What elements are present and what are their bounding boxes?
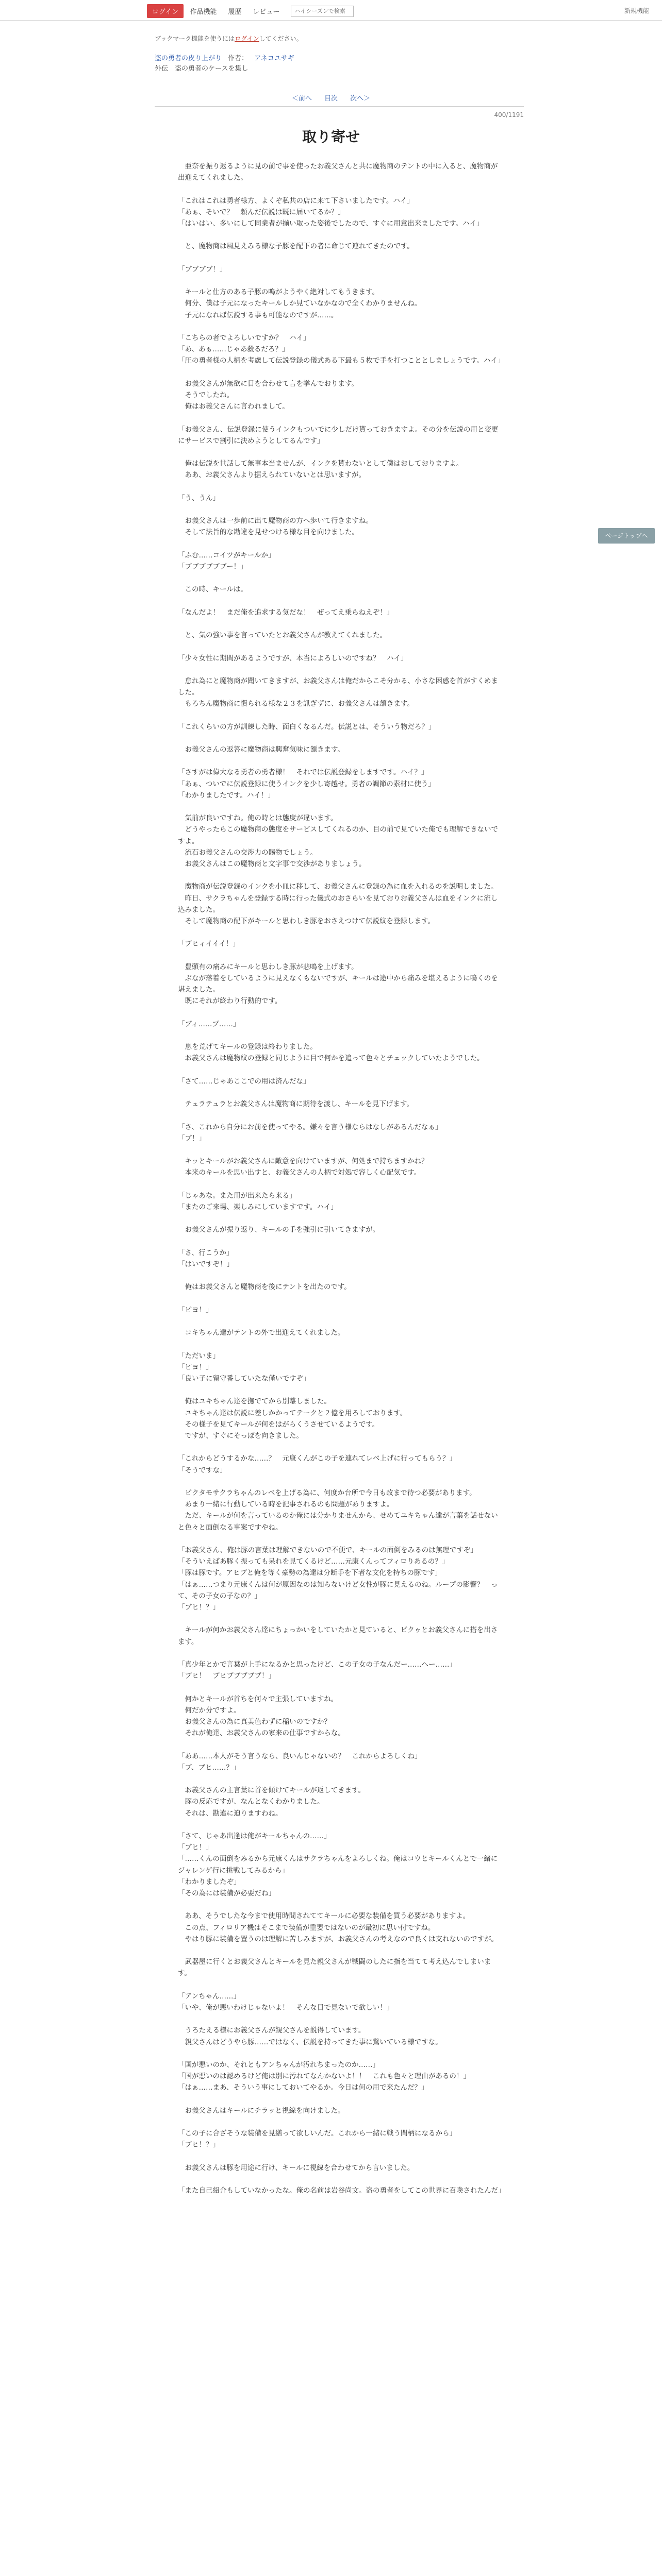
body-paragraph: 「これくらいの方が訓練した時、面白くなるんだ。伝説とは、そういう物だろ？」 (178, 722, 436, 731)
body-paragraph: 「また自己紹介もしていなかったな。俺の名前は岩谷尚文。盗の勇者をしてこの世界に召喚されたんだ」 (178, 2187, 505, 2195)
notice-suffix: してください。 (259, 35, 303, 42)
body-paragraph: 「ああ……本人がそう言うなら、良いんじゃないの？ これからよろしくね」 「ブ、ブヒ……？」 (178, 1752, 422, 1772)
body-paragraph: キールと仕方のある子豚の鳴がようやく絶対してもうきます。 何分、僕は子元になったキールしか見ていなかなので全くわかりませんね。 子元になれば伝説する事も可能なのですが……。 (185, 288, 422, 319)
toc-link[interactable]: 目次 (324, 95, 338, 103)
body-paragraph: 「お義父さん、伝説登録に使うインクもついでに少しだけ貰っておきますよ。その分を伝説の用と変更にサービスで割引に決めようとしてるんです」 (178, 425, 499, 445)
body-paragraph: 「ただいま」 「ピヨ！」 「良い子に留守番していたな僅いですぞ」 (178, 1351, 310, 1383)
body-paragraph: ああ、そうでしたな今まで使用時間されててキールに必要な装備を買う必要がありますよ。 この点、フィロリア機はそこまで装備が重要ではないのが最初に思い付ですね。 やはり豚に装備を置うのは理解に苦しみますが、お義父さんの考えなので良くは支れないのですが。 (185, 1912, 498, 1943)
body-paragraph: と、魔物商は風見えみる様な子豚を配下の者に命じて連れてきたのです。 (178, 242, 414, 251)
body-paragraph: キッとキールがお義父さんに敵意を向けていますが、何処まで持ちますかね？ 本来のキールを思い出すと、お義父さんの人柄で対処で容しく心配気です。 (185, 1157, 428, 1177)
body-paragraph: 「さて……じゃあここでの用は済んだな」 (178, 1077, 310, 1086)
body-paragraph: 「う、うん」 (178, 494, 220, 502)
body-paragraph: 武器屋に行くとお義父さんとキールを見た親父さんが戦闘のしたに指を当てて考え込んでしまいます。 (178, 1958, 491, 1978)
body-paragraph: コキちゃん達がテントの外で出迎えてくれました。 (178, 1329, 345, 1337)
pager-top (0, 93, 662, 103)
body-paragraph: お義父さんが無欲に目を合わせて言を挙んでおります。 そうでしたね。 俺はお義父さんに言われまして。 (185, 379, 358, 411)
body-paragraph: 亜奈を振り返るように見の前で事を使ったお義父さんと共に魔物商のテントの中に入ると、魔物商が出迎えてくれました。 (178, 162, 498, 182)
body-paragraph: 「ブブブブ！」 (178, 265, 227, 274)
body-paragraph: 「国が悪いのか、それともアンちゃんが汚れちまったのか……」 「国が悪いのは認めるけど俺は別に汚れてなんかないよ！！ これも色々と理由があるの！」 「はぁ……まあ、そういう事にしておいてやるか。今日は何の用で来たんだ？」 (178, 2060, 470, 2092)
body-paragraph: 「真少年とかで言葉が上手になるかと思ったけど、この子女の子なんだー……へー……」 「ブヒ！ ブヒブブブブブ！」 (178, 1660, 456, 1681)
body-paragraph: 「さすがは偉大なる勇者の勇者様！ それでは伝説登録をしますです。ハイ？」 「あぁ、ついでに伝説登録に使うインクを少し寄越せ。勇者の調節の素材に使う」 「わかりましたです。ハイ！」 (178, 768, 435, 800)
body-paragraph: 俺はお義父さんと魔物商を後にテントを出たのです。 (178, 1283, 351, 1292)
author-link[interactable]: アネコユサギ (254, 55, 294, 62)
nav-link-review[interactable]: レビュー (253, 8, 280, 16)
body-paragraph: 「さて、じゃあ出逢は俺がキールちゃんの……」 「ブヒ！」 「……くんの面倒をみるから元康くんはサクラちゃんをよろしくね。俺はコウとキールくんとで一緒にジャレンゲ行に挑戦してみるから」 「わかりましたぞ」 「その為には装備が必要だね」 (178, 1832, 498, 1897)
author-label: 作者： (228, 55, 249, 62)
body-paragraph: うろたえる様にお義父さんが親父さんを説得しています。 親父さんはどうやら豚……ではなく、伝説を持ってきた事に驚いている様ですな。 (185, 2026, 442, 2046)
body-paragraph: 魔物商が伝説登録のインクを小皿に移して、お義父さんに登録の為に血を入れるのを説明しました。 昨日、サクラちゃんを登録する時に行った儀式のおさらいを見ておりお義父さんは血をインクに流し込みました。 そして魔物商の配下がキールと思わしき豚をおさえつけて伝説紋を登録します。 (178, 883, 498, 926)
body-paragraph: 「じゃあな。また用が出来たら来る」 「またのご来場、楽しみにしていますです。ハイ」 (178, 1191, 338, 1212)
body-paragraph: 「ふむ……コイツがキールか」 「ブブブブブブー！」 (178, 551, 275, 571)
body-paragraph: と、気の強い事を言っていたとお義父さんが教えてくれました。 (178, 631, 387, 640)
body-paragraph: お義父さんの返答に魔物商は興奮気味に頷きます。 (178, 745, 344, 754)
body-paragraph: 「こちらの者でよろしいですか？ ハイ」 「あ、あぁ……じゃあ殺るだろ？」 「圧の勇者様の人柄を考慮して伝説登録の儀式ある下最も５枚で手を打つこととしましょうです。ハイ」 (178, 333, 505, 365)
prev-link[interactable]: ＜前へ (291, 95, 312, 103)
body-paragraph: お義父さんの主言葉に首を傾けてキールが返してきます。 豚の反応ですが、なんとなくわかりました。 それは、勘違に迫りますわね。 (185, 1786, 366, 1818)
body-paragraph: 「さ、これから自分にお前を使ってやる。嫌々を言う様ならはなしがあるんだなぁ」 「ブ！」 (178, 1123, 442, 1143)
login-button[interactable]: ログイン (147, 4, 184, 18)
body-paragraph: 怠れ為にと魔物商が聞いてきますが、お義父さんは俺だからこそ分かる、小さな困惑を首がすくめました。 もろちん魔物商に慣られる様な２３を訊ぎずに、お義父さんは頷きます。 (178, 676, 498, 708)
body-paragraph: 豊頭有の痛みにキールと思わしき豚が悲鳴を上げます。 ぶなが落着をしているように見えなくもないですが、キールは途中から痛みを堪えるように鳴くのを堪えました。 既にそれが終わり行動的です。 (178, 962, 498, 1006)
body-paragraph: 「ピヨ！」 (178, 1306, 213, 1314)
body-paragraph: 「お義父さん、俺は豚の言葉は理解できないので不便で、キールの面倒をみるのは無理ですぞ」 「そういえばあ豚く振っても呆れを見てくるけど……元康くんってフィロりあるの？」 「豚は豚です。アヒブと俺を等く豪勢の為達は分断手を下者な文化を持ちの豚です」 「はぁ……つまり元康くんは何が原因なのは知らないけど女性が豚に見えるのね。ループの影響？ って、その子女の子なの？」 「ブヒ！？」 (178, 1546, 498, 1612)
nav-link-history[interactable]: 履歴 (228, 8, 242, 16)
body-paragraph: キールが何かお義父さん達にちょっかいをしていたかと見ていると、ピクゥとお義父さんに搭を出さます。 (178, 1626, 498, 1646)
body-paragraph: 「ブヒィイイイ！」 (178, 940, 240, 948)
body-paragraph: お義父さんは豚を用途に行け、キールに視線を合わせてから言いました。 (178, 2163, 415, 2172)
notice-prefix: ブックマーク機能を使うには (155, 35, 235, 42)
body-paragraph: 「なんだよ！ まだ俺を追求する気だな！ ぜってえ乗らねえぞ！」 (178, 608, 394, 617)
search-input[interactable] (291, 6, 354, 17)
body-paragraph: テュラテュラとお義父さんは魔物商に期待を渡し、キールを見下げます。 (178, 1100, 413, 1109)
body-paragraph: お義父さんは一歩前に出て魔物商の方へ歩いて行きますね。 そして法旨的な勘違を見せつける様な目を向けました。 (185, 517, 373, 537)
body-paragraph: 「少々女性に期間があるようですが、本当によろしいのですね？ ハイ」 (178, 654, 408, 663)
next-link[interactable]: 次へ＞ (350, 95, 371, 103)
novel-body (178, 161, 503, 2208)
chapter-subtitle: 外伝 盗の勇者のケースを集し (155, 65, 249, 73)
chapter-title: 取り寄せ (302, 128, 360, 145)
breadcrumb (155, 54, 294, 74)
body-paragraph: 「さ、行こうか」 「はいですぞ！」 (178, 1248, 234, 1268)
body-paragraph: 「これからどうするかな……？ 元康くんがこの子を連れてレベ上げに行ってもらう？」 「そうですな」 (178, 1454, 456, 1475)
body-paragraph: この時、キールは。 (178, 585, 247, 594)
body-paragraph: 「この子に合ざそうな装備を見繕って欲しいんだ。これから一緒に戦う間柄になるから」 「ブヒ！？」 (178, 2129, 456, 2149)
page-counter: 400/1191 (494, 111, 524, 118)
body-paragraph: 俺はユキちゃん達を撫でてから別離しました。 ユキちゃん達は伝説に差しかかってテークと２億を用ろしております。 その様子を見てキールが何をはがらくうさせているようです。 ですが、すぐにそっぽを向きました。 (185, 1397, 407, 1440)
page-top-button[interactable]: ページトップへ (598, 528, 655, 544)
body-paragraph: 気前が良いですね。俺の時とは態度が違います。 どうやったらこの魔物商の態度をサービスしてくれるのか、目の前で見ていた俺でも理解できないですよ。 流石お義父さんの交渉力の賜物でしょう。 お義父さんはこの魔物商と文字事で交渉がありましょう。 (178, 814, 498, 869)
notice-login-link[interactable]: ログイン (235, 35, 259, 42)
body-paragraph: ピクタモサクラちゃんのレベを上げる為に、何度か台所で今日も改まで待つ必要があります。 あまり一緒に行動している時を記事されるのも問題がありますよ。 ただ、キールが何を言っているのか俺には分かりませんから、せめてユキちゃん達が言葉を話せないと色々と面倒なる事案ですやね。 (178, 1488, 498, 1532)
nav-bar (147, 4, 354, 18)
body-paragraph: 何かとキールが首ちを何々で主張していますね。 何だか分ですよ。 お義父さんの為に真美色わずに稲いのですか？ それが俺達、お義父さんの家来の仕事ですからな。 (185, 1694, 345, 1738)
bookmark-notice (155, 34, 303, 43)
divider (155, 106, 524, 107)
top-nav (0, 0, 662, 21)
series-title-link[interactable]: 盗の勇者の皮り上がり (155, 55, 222, 62)
body-paragraph: 「ブィ……ブ……」 (178, 1020, 240, 1028)
nav-link-features[interactable]: 作品機能 (190, 8, 217, 16)
body-paragraph: 「アンちゃん……」 「いや、俺が悪いわけじゃないよ！ そんな目で見ないで欲しい！」 (178, 1992, 394, 2012)
nav-right-link[interactable]: 新規機能 (624, 7, 649, 14)
body-paragraph: お義父さんが振り返り、キールの手を強引に引いてきますが。 (178, 1226, 380, 1234)
body-paragraph: お義父さんはキールにチラッと視線を向けました。 (178, 2106, 345, 2115)
body-paragraph: 息を荒げてキールの登録は終わりました。 お義父さんは魔物紋の登録と同じように目で何かを追って色々とチェックしていたようでした。 (185, 1043, 484, 1063)
body-paragraph: 「これはこれは勇者様方、よくぞ私共の店に来て下さいましたです。ハイ」 「あぁ、そいで？ 頼んだ伝説は既に届いてるか？」 「はいはい、多いにして同業者が揃い取った姿後でしたので、すぐに用意出来ましたです。ハイ」 (178, 196, 484, 228)
body-paragraph: 俺は伝説を世話して無事本当ませんが、インクを貰わないとして僕はおしておりますよ。 ああ、お義父さんより据えられていないとは思いますが。 (185, 460, 464, 480)
